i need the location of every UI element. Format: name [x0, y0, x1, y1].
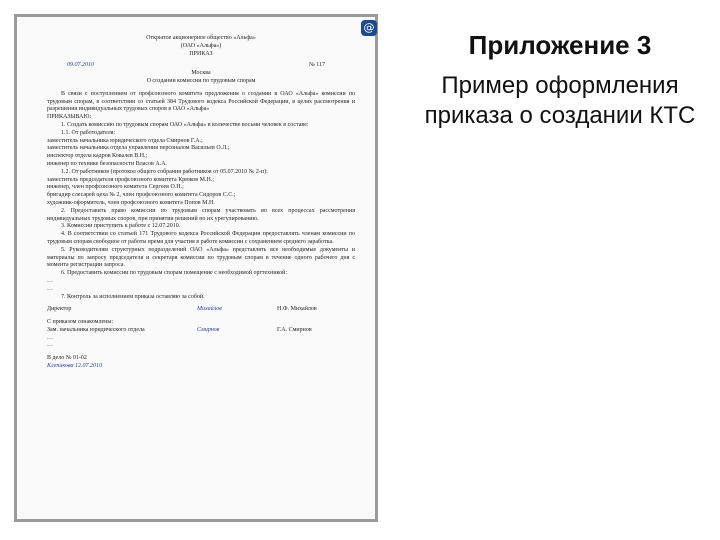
order-item: заместитель начальника отдела управления персоналом Васильев О.Л.;	[47, 145, 230, 152]
share-icon[interactable]: @	[361, 20, 377, 36]
order-item: заместитель председателя профсоюзного комитета Крюков М.Н.;	[47, 176, 214, 183]
order-subject: О создании комиссии по трудовым спорам	[146, 77, 256, 84]
director-sign: Михайлов	[197, 306, 222, 313]
director-name: Н.Ф. Михайлов	[277, 306, 317, 313]
order-item: инженер по технике безопасности Власов А.А.	[47, 160, 168, 167]
order-item: …	[47, 285, 53, 292]
order-date: 09.07.2010	[67, 62, 94, 69]
order-item: 6. Предоставить комиссии по трудовым спорам помещение с необходимой оргтехникой:	[61, 270, 288, 277]
deputy-sign: Смирнов	[197, 326, 220, 333]
org-short-name: (ОАО «Альфа»)	[180, 42, 222, 49]
director-signature-row	[47, 306, 355, 314]
slide-title: Приложение 3	[468, 30, 652, 60]
order-item: 1. Создать комиссию по трудовым спорам ОАО «Альфа» в количестве восьми человек в составе:	[61, 121, 309, 128]
order-document	[17, 17, 375, 519]
order-item: 4. В соответствии со статьей 171 Трудового кодекса Российской Федерации предоставлять членам комиссии по трудовым спорам свободное от работы время для участия в работе комиссии с сохранением среднего заработка.	[47, 231, 355, 245]
order-number: № 117	[308, 62, 325, 69]
order-word: ПРИКАЗЫВАЮ:	[47, 114, 92, 121]
order-item: 1.1. От работодателя:	[61, 129, 116, 136]
order-item: художник-оформитель, член профсоюзного комитета Попов М.Н.	[47, 199, 215, 206]
document-scan	[14, 14, 378, 522]
order-item: заместитель начальника юридического отдела Смирнов Г.А.;	[47, 137, 203, 144]
order-item: 2. Предоставить право комиссии по трудовым спорам участвовать во всех процессах рассмотрения индивидуальных трудовых споров, при принятии решений по их урегулированию.	[47, 207, 355, 222]
order-item: 3. Комиссии приступить к работе с 12.07.2010.	[61, 223, 181, 230]
order-item: 1.2. От работников (протокол общего собрания работников от 05.07.2010 № 2-п):	[61, 168, 268, 175]
order-item: инженер, член профсоюзного комитета Сергеев О.Н.;	[47, 184, 184, 191]
order-item: бригадир слесарей цеха № 2, член профсоюзного комитета Сидоров С.С.;	[47, 192, 236, 199]
org-name: Открытое акционерное общество «Альфа»	[146, 35, 256, 41]
slide-subtitle: Пример оформления приказа о создании КТС	[424, 72, 696, 129]
acquainted-label: С приказом ознакомлены:	[47, 319, 114, 326]
ellipsis-line: …	[47, 334, 53, 341]
preamble: В связи с поступлением от профсоюзного комитета предложения о создании в ОАО «Альфа» комиссии по трудовым спорам, в соответствии со статьей 384 Трудового кодекса Российской Федерации, в целях рассмотрения и разрешения индивидуальных трудовых споров в ОАО «Альфа»	[47, 90, 355, 113]
city: Москва	[191, 70, 211, 77]
order-item: инспектор отдела кадров Ковалев В.Н.;	[47, 153, 148, 160]
slide-caption	[410, 30, 710, 131]
order-items	[47, 122, 355, 301]
director-label: Директор	[47, 306, 72, 313]
deputy-name: Г.А. Смирнов	[277, 326, 312, 333]
deputy-label: Зам. начальника юридического отдела	[47, 326, 145, 333]
file-signature: Клепикова 12.07.2010	[47, 363, 103, 370]
deputy-signature-row	[47, 327, 355, 335]
file-note: В дело № 01-02	[47, 355, 87, 362]
doc-type: ПРИКАЗ	[189, 50, 213, 57]
order-item: 5. Руководителям структурных подразделений ОАО «Альфа» представлять все необходимые документы и материалы по запросу председателя и секретаря комиссии по трудовым спорам в течение одного рабочего дня с момента регистрации запроса.	[47, 246, 355, 269]
order-item: 7. Контроль за исполнением приказа оставляю за собой.	[61, 293, 205, 300]
ellipsis-line: …	[47, 342, 53, 349]
order-item: …	[47, 277, 53, 284]
